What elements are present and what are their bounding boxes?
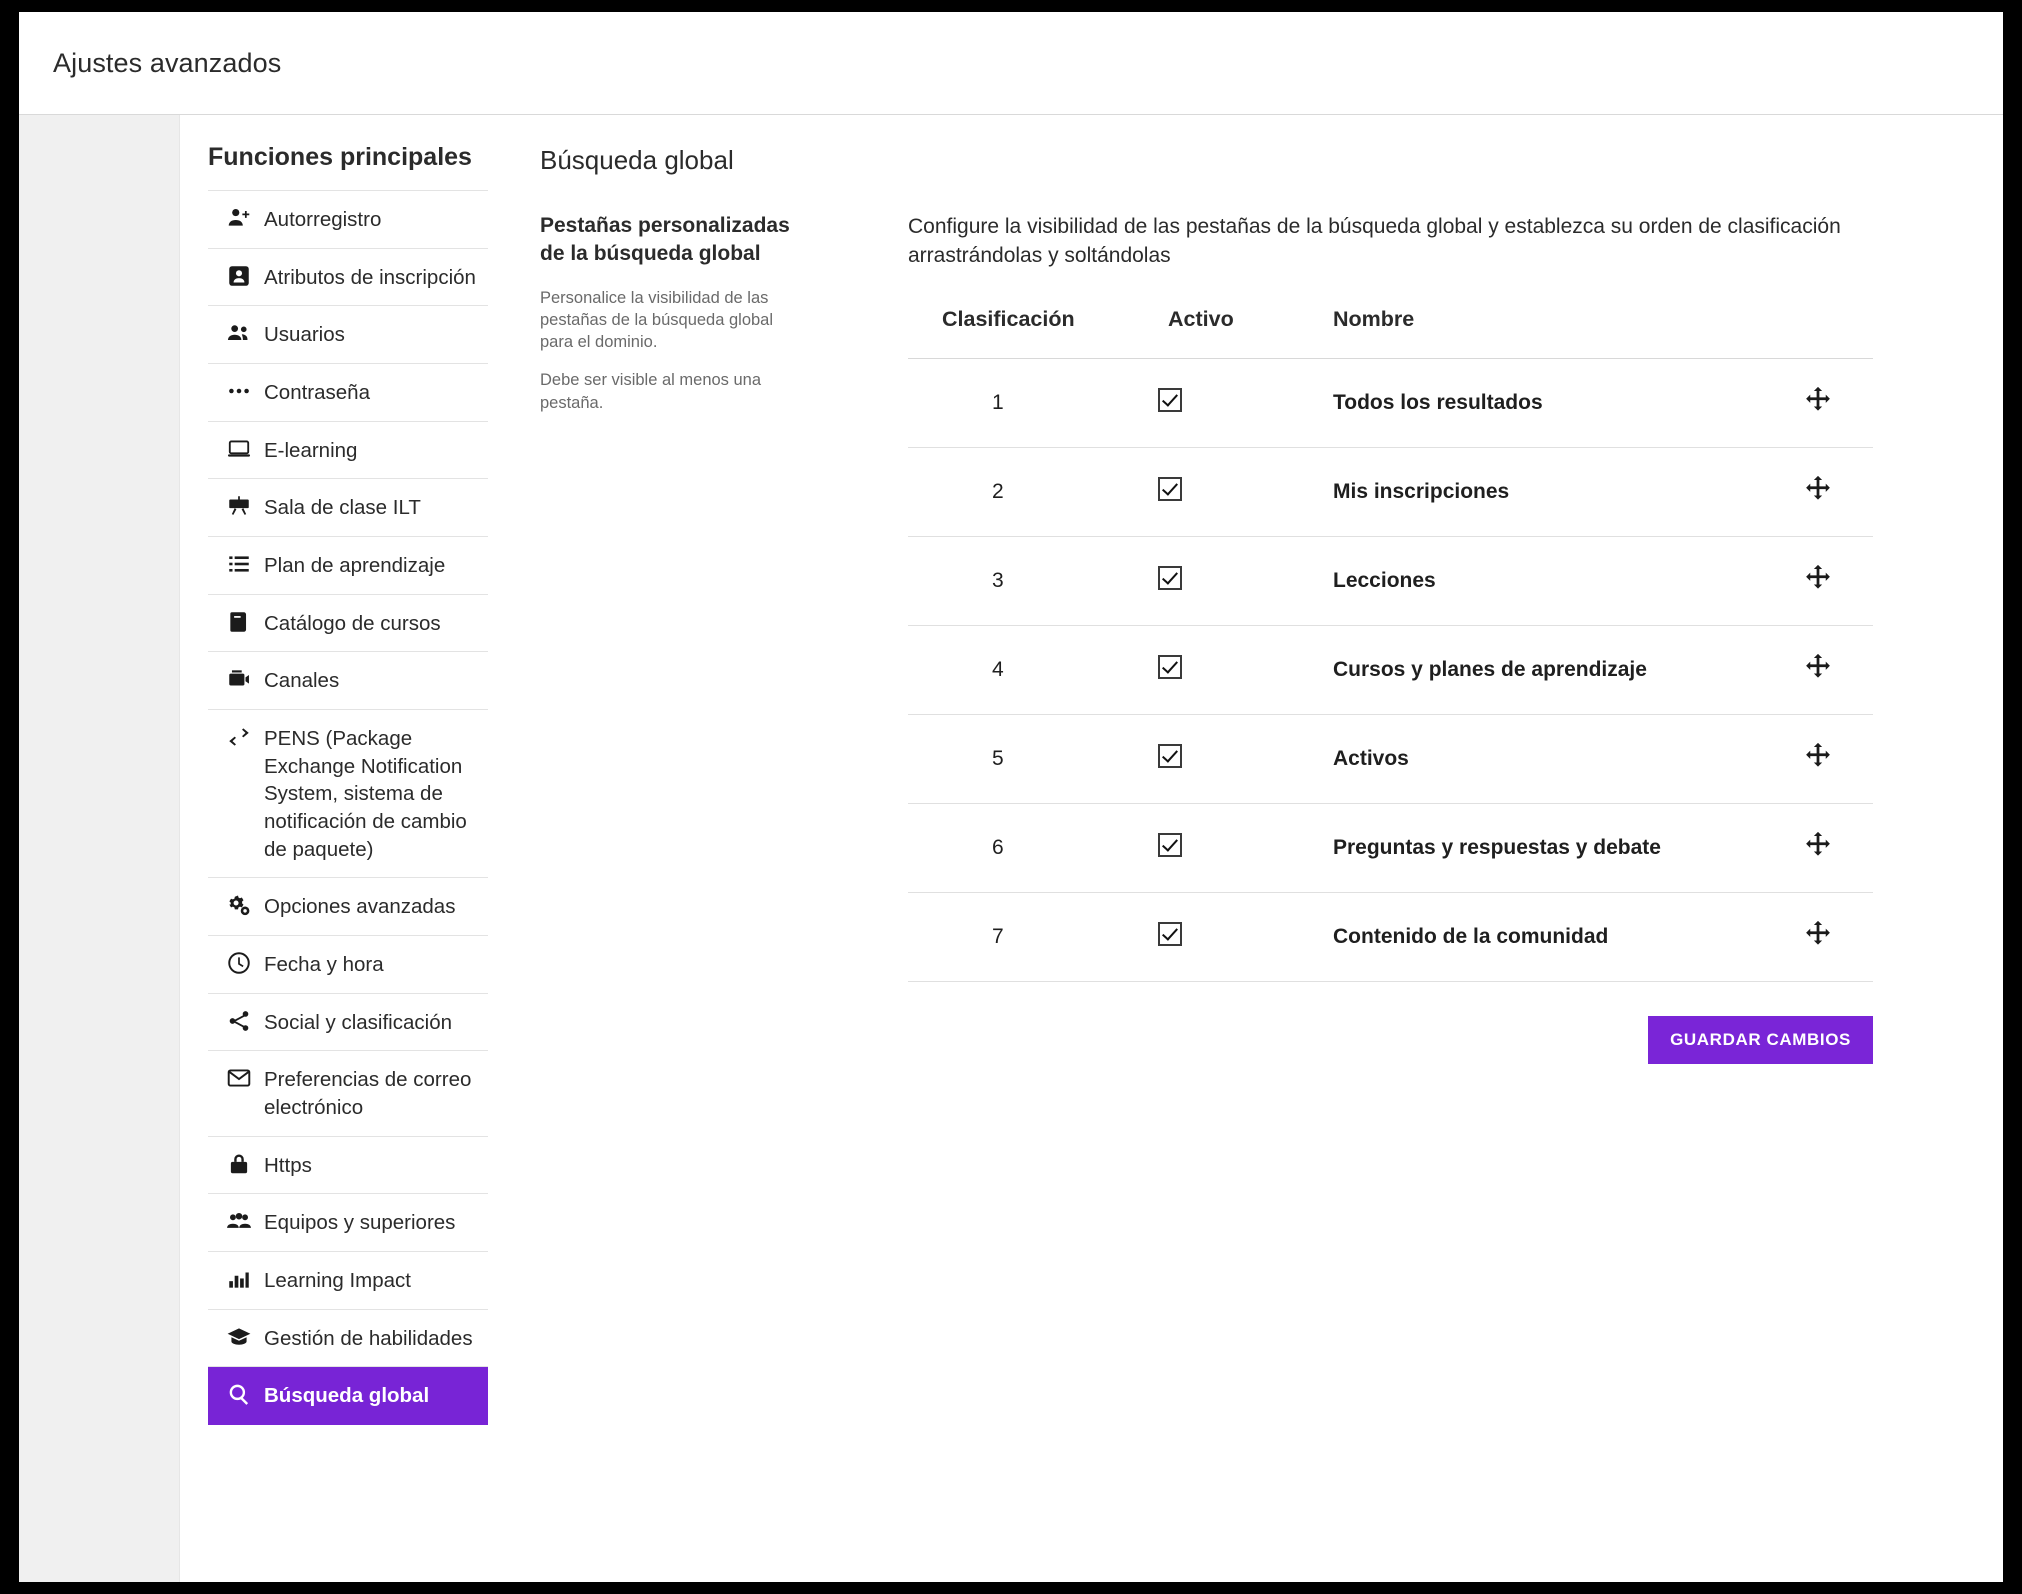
sidebar-item-10[interactable] bbox=[208, 710, 488, 878]
rank-value: 5 bbox=[908, 714, 1158, 803]
sidebar-title: Funciones principales bbox=[208, 143, 472, 171]
active-checkbox[interactable] bbox=[1158, 922, 1182, 946]
sidebar-item-label: Contraseña bbox=[264, 381, 370, 405]
rank-value: 1 bbox=[908, 358, 1158, 447]
sidebar-item-label: Plan de aprendizaje bbox=[264, 554, 446, 578]
description-paragraph-2: Debe ser visible al menos una pestaña. bbox=[540, 371, 762, 412]
tab-name: Mis inscripciones bbox=[1333, 447, 1803, 536]
sidebar-item-9[interactable] bbox=[208, 652, 488, 710]
sidebar-item-label: Canales bbox=[264, 669, 340, 693]
sidebar-item-label: Catálogo de cursos bbox=[264, 611, 441, 635]
sidebar-item-19[interactable] bbox=[208, 1367, 488, 1425]
page-title: Ajustes avanzados bbox=[53, 47, 282, 78]
save-row bbox=[908, 1016, 1873, 1064]
sidebar-item-5[interactable] bbox=[208, 422, 488, 480]
active-cell bbox=[1158, 892, 1333, 981]
lock-icon bbox=[222, 1151, 256, 1177]
active-cell bbox=[1158, 714, 1333, 803]
sidebar-item-label: E-learning bbox=[264, 438, 358, 462]
table-header-row bbox=[908, 307, 1873, 359]
sidebar bbox=[180, 115, 510, 1582]
sidebar-item-label: Opciones avanzadas bbox=[264, 895, 456, 919]
active-checkbox[interactable] bbox=[1158, 655, 1182, 679]
active-checkbox[interactable] bbox=[1158, 566, 1182, 590]
sidebar-item-14[interactable] bbox=[208, 1051, 488, 1136]
description-paragraph-1: Personalice la visibilidad de las pestañas de la búsqueda global para el dominio. bbox=[540, 288, 774, 352]
sidebar-item-3[interactable] bbox=[208, 306, 488, 364]
active-cell bbox=[1158, 625, 1333, 714]
active-cell bbox=[1158, 447, 1333, 536]
app-window bbox=[19, 12, 2003, 1582]
tab-name: Preguntas y respuestas y debate bbox=[1333, 803, 1803, 892]
graduation-icon bbox=[222, 1324, 256, 1350]
sidebar-item-17[interactable] bbox=[208, 1252, 488, 1310]
sidebar-item-label: Gestión de habilidades bbox=[264, 1326, 473, 1350]
drag-cell bbox=[1803, 892, 1873, 981]
channels-icon bbox=[222, 666, 256, 692]
sidebar-item-label: Https bbox=[264, 1153, 312, 1177]
page-header bbox=[19, 12, 2003, 115]
active-checkbox[interactable] bbox=[1158, 477, 1182, 501]
table-row[interactable] bbox=[908, 358, 1873, 447]
search-icon bbox=[222, 1381, 256, 1407]
drag-cell bbox=[1803, 625, 1873, 714]
chart-icon bbox=[222, 1266, 256, 1292]
rank-value: 4 bbox=[908, 625, 1158, 714]
sidebar-item-label: Sala de clase ILT bbox=[264, 496, 421, 520]
team-icon bbox=[222, 1208, 256, 1234]
drag-cell bbox=[1803, 536, 1873, 625]
sidebar-item-label: Usuarios bbox=[264, 323, 345, 347]
sidebar-item-12[interactable] bbox=[208, 936, 488, 994]
drag-handle-icon[interactable] bbox=[1803, 474, 1833, 504]
share-icon bbox=[222, 1008, 256, 1034]
list-icon bbox=[222, 551, 256, 577]
gears-icon bbox=[222, 892, 256, 918]
page-body bbox=[19, 115, 2003, 1582]
active-checkbox[interactable] bbox=[1158, 744, 1182, 768]
sidebar-item-16[interactable] bbox=[208, 1194, 488, 1252]
drag-handle-icon[interactable] bbox=[1803, 563, 1833, 593]
clock-icon bbox=[222, 950, 256, 976]
rank-value: 3 bbox=[908, 536, 1158, 625]
active-checkbox[interactable] bbox=[1158, 388, 1182, 412]
rank-value: 6 bbox=[908, 803, 1158, 892]
tab-name: Cursos y planes de aprendizaje bbox=[1333, 625, 1803, 714]
table-row[interactable] bbox=[908, 625, 1873, 714]
sidebar-item-8[interactable] bbox=[208, 595, 488, 653]
save-button[interactable]: GUARDAR CAMBIOS bbox=[1648, 1016, 1873, 1064]
sidebar-item-2[interactable] bbox=[208, 249, 488, 307]
sidebar-item-4[interactable] bbox=[208, 364, 488, 422]
drag-handle-icon[interactable] bbox=[1803, 741, 1833, 771]
tab-name: Todos los resultados bbox=[1333, 358, 1803, 447]
sidebar-item-label: Equipos y superiores bbox=[264, 1211, 456, 1235]
left-gutter bbox=[19, 115, 180, 1582]
sidebar-item-label: Preferencias de correo electrónico bbox=[264, 1068, 472, 1120]
table-row[interactable] bbox=[908, 892, 1873, 981]
sidebar-item-label: Atributos de inscripción bbox=[264, 265, 476, 289]
section-title: Búsqueda global bbox=[540, 145, 734, 175]
column-header-rank: Clasificación bbox=[908, 307, 1158, 359]
users-icon bbox=[222, 320, 256, 346]
description-panel bbox=[532, 212, 840, 1064]
sidebar-item-label: Búsqueda global bbox=[264, 1384, 430, 1408]
active-cell bbox=[1158, 536, 1333, 625]
drag-cell bbox=[1803, 803, 1873, 892]
drag-handle-icon[interactable] bbox=[1803, 385, 1833, 415]
sidebar-item-label: Autorregistro bbox=[264, 208, 382, 231]
sidebar-item-label: PENS (Package Exchange Notification System, sistema de notificación de cambio de paquete) bbox=[264, 727, 467, 861]
sidebar-item-label: Learning Impact bbox=[264, 1269, 412, 1293]
projector-icon bbox=[222, 493, 256, 519]
sidebar-list bbox=[208, 190, 488, 1425]
drag-cell bbox=[1803, 714, 1873, 803]
sidebar-item-6[interactable] bbox=[208, 479, 488, 537]
drag-handle-icon[interactable] bbox=[1803, 830, 1833, 860]
table-intro-text: Configure la visibilidad de las pestañas de la búsqueda global y establezca su orden de clasificación arrastrándolas y soltándolas bbox=[908, 215, 1841, 268]
rank-value: 7 bbox=[908, 892, 1158, 981]
drag-cell bbox=[1803, 447, 1873, 536]
tab-name: Lecciones bbox=[1333, 536, 1803, 625]
book-icon bbox=[222, 609, 256, 635]
column-header-active: Activo bbox=[1158, 307, 1333, 359]
sidebar-item-13[interactable] bbox=[208, 994, 488, 1052]
drag-handle-icon[interactable] bbox=[1803, 652, 1833, 682]
rank-value: 2 bbox=[908, 447, 1158, 536]
envelope-icon bbox=[222, 1065, 256, 1091]
search-tabs-table bbox=[908, 307, 1873, 982]
person-add-icon bbox=[222, 205, 256, 231]
table-row[interactable] bbox=[908, 447, 1873, 536]
active-checkbox[interactable] bbox=[1158, 833, 1182, 857]
sidebar-item-11[interactable] bbox=[208, 878, 488, 936]
laptop-icon bbox=[222, 436, 256, 462]
person-card-icon bbox=[222, 263, 256, 289]
exchange-icon bbox=[222, 724, 256, 750]
table-panel bbox=[840, 212, 2003, 1064]
main-content bbox=[510, 115, 2003, 1582]
sidebar-item-7[interactable] bbox=[208, 537, 488, 595]
active-cell bbox=[1158, 803, 1333, 892]
drag-handle-icon[interactable] bbox=[1803, 919, 1833, 949]
tab-name: Activos bbox=[1333, 714, 1803, 803]
drag-cell bbox=[1803, 358, 1873, 447]
sidebar-item-18[interactable] bbox=[208, 1310, 488, 1368]
column-header-name: Nombre bbox=[1333, 307, 1873, 359]
sidebar-item-label: Fecha y hora bbox=[264, 953, 384, 977]
active-cell bbox=[1158, 358, 1333, 447]
table-row[interactable] bbox=[908, 536, 1873, 625]
sidebar-item-label: Social y clasificación bbox=[264, 1010, 452, 1034]
table-row[interactable] bbox=[908, 714, 1873, 803]
description-heading: Pestañas personalizadas de la búsqueda global bbox=[540, 214, 790, 266]
sidebar-item-15[interactable] bbox=[208, 1137, 488, 1195]
sidebar-item-1[interactable] bbox=[208, 191, 488, 249]
tab-name: Contenido de la comunidad bbox=[1333, 892, 1803, 981]
table-row[interactable] bbox=[908, 803, 1873, 892]
dots-icon bbox=[222, 378, 256, 404]
